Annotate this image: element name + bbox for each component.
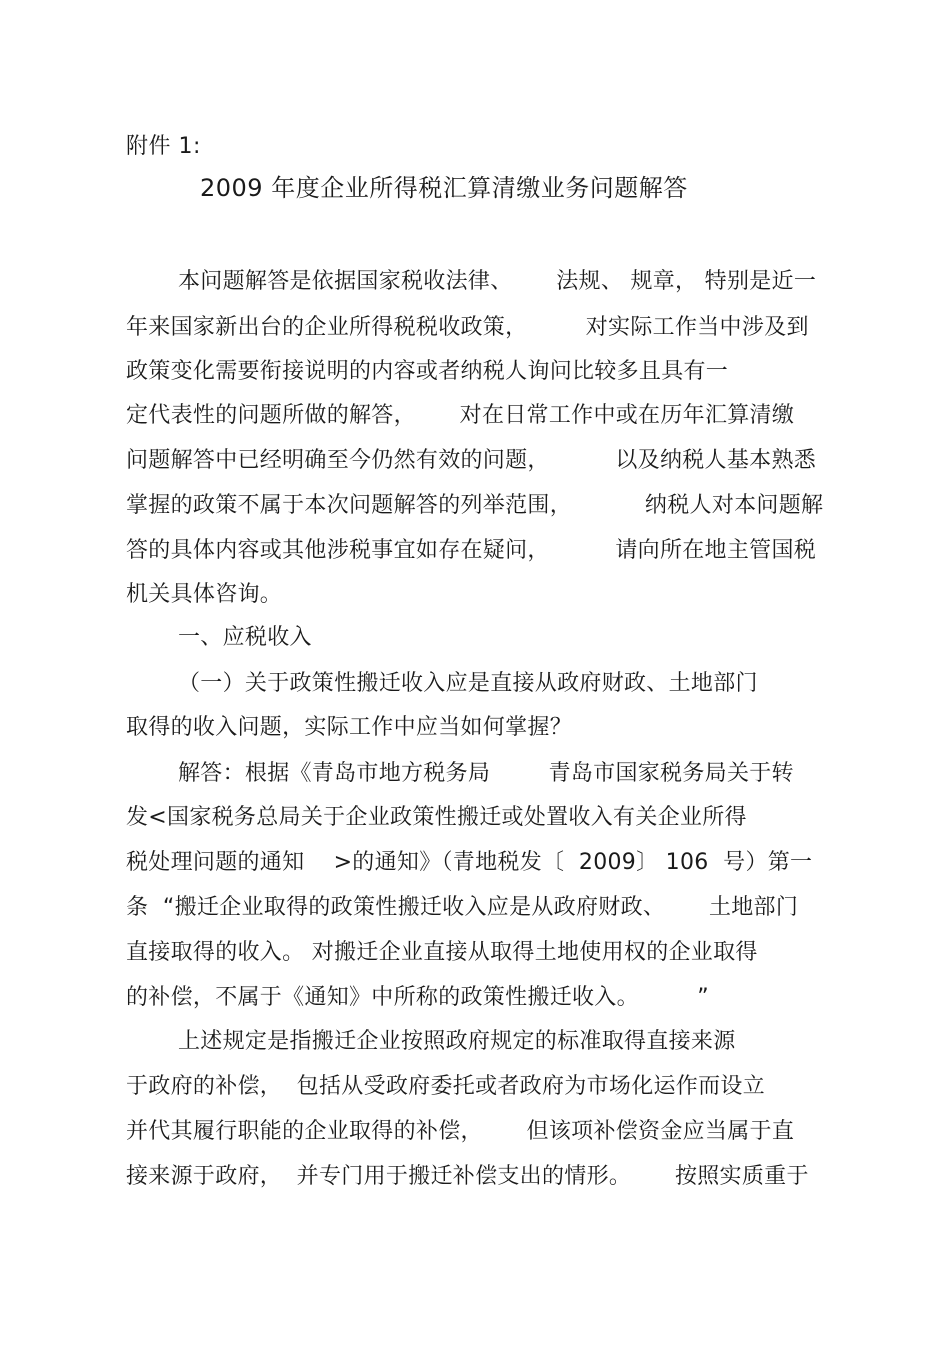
- answer-line: 发<国家税务总局关于企业政策性搬迁或处置收入有关企业所得: [126, 805, 747, 830]
- body-line: 掌握的政策不属于本次问题解答的列举范围， 纳税人对本问题解: [126, 493, 824, 518]
- body-line: 政策变化需要衔接说明的内容或者纳税人询问比较多且具有一: [126, 359, 729, 384]
- body-line: 定代表性的问题所做的解答， 对在日常工作中或在历年汇算清缴: [126, 403, 795, 428]
- body-line: 答的具体内容或其他涉税事宜如存在疑问， 请向所在地主管国税: [126, 538, 817, 563]
- body-line: 机关具体咨询。: [126, 582, 283, 607]
- question-line: 取得的收入问题，实际工作中应当如何掌握？: [126, 715, 573, 740]
- answer-line: 税处理问题的通知 >的通知》（青地税发〔 2009〕 106 号）第一: [126, 850, 813, 875]
- body-line: 接来源于政府， 并专门用于搬迁补偿支出的情形。 按照实质重于: [126, 1164, 809, 1189]
- answer-line: 条 “搬迁企业取得的政策性搬迁收入应是从政府财政、 土地部门: [126, 895, 799, 920]
- body-line: 于政府的补偿， 包括从受政府委托或者政府为市场化运作而设立: [126, 1074, 765, 1099]
- attachment-label: 附件 1:: [126, 134, 201, 159]
- body-line: 上述规定是指搬迁企业按照政府规定的标准取得直接来源: [178, 1029, 736, 1054]
- body-line: 本问题解答是依据国家税收法律、 法规、 规章， 特别是近一: [178, 269, 817, 294]
- body-line: 并代其履行职能的企业取得的补偿， 但该项补偿资金应当属于直: [126, 1119, 795, 1144]
- question-line: （一）关于政策性搬迁收入应是直接从政府财政、土地部门: [178, 671, 758, 696]
- document-title: 2009 年度企业所得税汇算清缴业务问题解答: [200, 174, 688, 202]
- section-heading: 一、应税收入: [178, 625, 312, 650]
- answer-line: 的补偿，不属于《通知》中所称的政策性搬迁收入。 ”: [126, 985, 709, 1010]
- body-line: 年来国家新出台的企业所得税税收政策， 对实际工作当中涉及到: [126, 315, 809, 340]
- answer-line: 解答：根据《青岛市地方税务局 青岛市国家税务局关于转: [178, 761, 794, 786]
- body-line: 问题解答中已经明确至今仍然有效的问题， 以及纳税人基本熟悉: [126, 448, 817, 473]
- answer-line: 直接取得的收入。 对搬迁企业直接从取得土地使用权的企业取得: [126, 940, 758, 965]
